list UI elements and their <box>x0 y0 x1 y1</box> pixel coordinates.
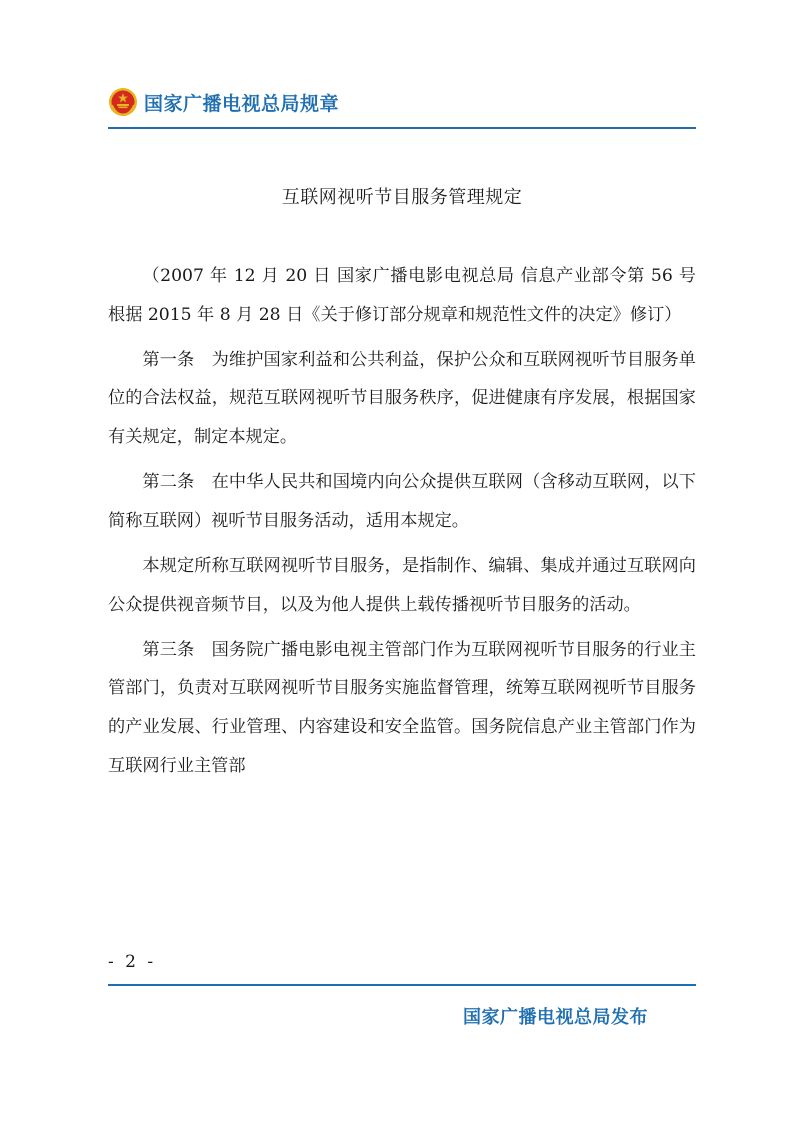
header-divider <box>108 127 696 129</box>
article-1-paragraph: 第一条 为维护国家利益和公共利益，保护公众和互联网视听节目服务单位的合法权益，规范互联网视听节目服务秩序，促进健康有序发展，根据国家有关规定，制定本规定。 <box>108 349 696 447</box>
header-title: 国家广播电视总局规章 <box>144 92 340 115</box>
page-number: - 2 - <box>108 952 157 972</box>
national-emblem-icon <box>108 87 138 117</box>
document-body <box>108 257 696 792</box>
footer-divider <box>108 984 696 986</box>
article-3-paragraph: 第三条 国务院广播电影电视主管部门作为互联网视听节目服务的行业主管部门，负责对互联网视听节目服务实施监督管理，统筹互联网视听节目服务的产业发展、行业管理、内容建设和安全监管。国务院信息产业主管部门作为互联网行业主管部 <box>108 639 696 776</box>
preamble-paragraph: （2007 年 12 月 20 日 国家广播电影电视总局 信息产业部令第 56 号 根据 2015 年 8 月 28 日《关于修订部分规章和规范性文件的决定》修订） <box>108 266 696 325</box>
article-2-paragraph: 第二条 在中华人民共和国境内向公众提供互联网（含移动互联网，以下简称互联网）视听节目服务活动，适用本规定。 <box>108 472 696 531</box>
page-header <box>108 84 339 120</box>
footer-publisher: 国家广播电视总局发布 <box>463 1007 648 1028</box>
article-2-definition-paragraph: 本规定所称互联网视听节目服务，是指制作、编辑、集成并通过互联网向公众提供视音频节目，以及为他人提供上载传播视听节目服务的活动。 <box>108 555 696 615</box>
document-title: 互联网视听节目服务管理规定 <box>281 187 523 208</box>
